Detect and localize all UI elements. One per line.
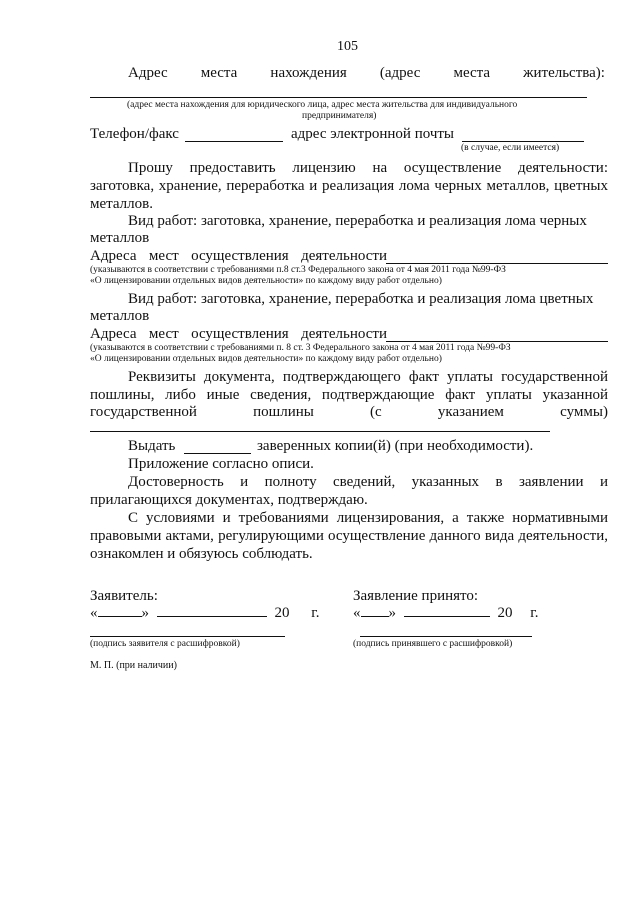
duty-word: указанием (437, 404, 504, 420)
accuracy-line: прилагающихся документах, подтверждаю. (90, 492, 368, 508)
address-heading (128, 64, 605, 82)
address-word: нахождения (270, 65, 347, 81)
activity-address-input-line[interactable] (386, 341, 608, 342)
request-line: заготовка, хранение, переработка и реализация лома черных металлов, цветных (90, 178, 608, 194)
work-type-2: Вид работ: заготовка, хранение, переработка и реализация лома цветных (128, 291, 594, 307)
address-word: жительства): (523, 65, 605, 81)
conditions-line: ознакомлен и обязуюсь соблюдать. (90, 546, 313, 562)
attachment-line: Приложение согласно описи. (128, 456, 314, 472)
phone-label: Телефон/факс (90, 126, 179, 142)
phone-input-line[interactable] (185, 141, 283, 142)
accepted-signature-line[interactable] (360, 636, 532, 637)
quote-close: » (388, 605, 396, 621)
applicant-label: Заявитель: (90, 588, 158, 604)
activity-address-input-line[interactable] (386, 263, 608, 264)
legal-note-cont: «О лицензировании отдельных видов деятельности» по каждому виду работ отдельно) (90, 276, 442, 286)
address-input-line[interactable] (90, 97, 587, 98)
address-word: Адрес (128, 65, 168, 81)
work-type-1: Вид работ: заготовка, хранение, переработка и реализация лома черных (128, 213, 587, 229)
year-prefix: 20 (274, 605, 290, 621)
conditions-line: С условиями и требованиями лицензирования, а также нормативными (128, 510, 608, 526)
address-word: (адрес (379, 65, 421, 81)
accepted-signature-note: (подпись принявшего с расшифровкой) (353, 639, 513, 649)
email-label: адрес электронной почты (291, 126, 455, 142)
copies-count-input-line[interactable] (184, 453, 251, 454)
activity-addresses-label: Адреса мест осуществления деятельности (90, 248, 387, 264)
year-suffix: г. (311, 605, 320, 621)
stamp-note: М. П. (при наличии) (90, 660, 177, 671)
email-note: (в случае, если имеется) (461, 143, 560, 153)
issue-rest: заверенных копии(й) (при необходимости). (257, 438, 534, 454)
request-line: металлов. (90, 196, 153, 212)
accepted-label: Заявление принято: (353, 588, 479, 604)
accepted-month-input-line[interactable] (404, 616, 490, 617)
address-word: места (200, 65, 238, 81)
applicant-day-input-line[interactable] (98, 616, 142, 617)
email-input-line[interactable] (462, 141, 584, 142)
duty-word: (с (370, 404, 382, 420)
address-note-cont: предпринимателя) (302, 111, 377, 121)
duty-line: Реквизиты документа, подтверждающего факт уплаты государственной (128, 369, 608, 385)
address-word: места (453, 65, 491, 81)
work-type-1-cont: металлов (90, 230, 150, 246)
duty-line: пошлины, либо иные сведения, подтверждающие факт уплаты указанной (90, 387, 608, 403)
address-note: (адрес места нахождения для юридического лица, адрес места жительства для индивидуального (127, 100, 518, 110)
applicant-month-input-line[interactable] (157, 616, 267, 617)
conditions-line: правовыми актами, регулирующими осуществление данного вида деятельности, (90, 528, 608, 544)
duty-word: пошлины (253, 404, 314, 420)
year-suffix: г. (530, 605, 539, 621)
year-prefix: 20 (497, 605, 513, 621)
work-type-2-cont: металлов (90, 308, 150, 324)
applicant-signature-line[interactable] (90, 636, 285, 637)
activity-addresses-label: Адреса мест осуществления деятельности (90, 326, 387, 342)
issue-label: Выдать (128, 438, 176, 454)
legal-note: (указываются в соответствии с требованиями п.8 ст.3 Федерального закона от 4 мая 2011 года №99-ФЗ (90, 265, 506, 275)
quote-open: « (90, 605, 98, 621)
applicant-signature-note: (подпись заявителя с расшифровкой) (90, 639, 240, 649)
duty-line (90, 403, 608, 421)
accepted-day-input-line[interactable] (361, 616, 389, 617)
page-number: 105 (337, 39, 358, 54)
quote-open: « (353, 605, 361, 621)
duty-input-line[interactable] (90, 431, 550, 432)
legal-note-cont: «О лицензировании отдельных видов деятельности» по каждому виду работ отдельно) (90, 354, 442, 364)
duty-word: государственной (90, 404, 197, 420)
legal-note: (указываются в соответствии с требованиями п. 8 ст. 3 Федерального закона от 4 мая 2011 года №99-ФЗ (90, 343, 511, 353)
accepted-date (353, 604, 538, 622)
quote-close: » (141, 605, 149, 621)
accuracy-line: Достоверность и полноту сведений, указанных в заявлении и (128, 474, 608, 490)
request-line: Прошу предоставить лицензию на осуществление деятельности: (128, 160, 608, 176)
applicant-date (90, 604, 319, 622)
duty-word: суммы) (560, 404, 608, 420)
